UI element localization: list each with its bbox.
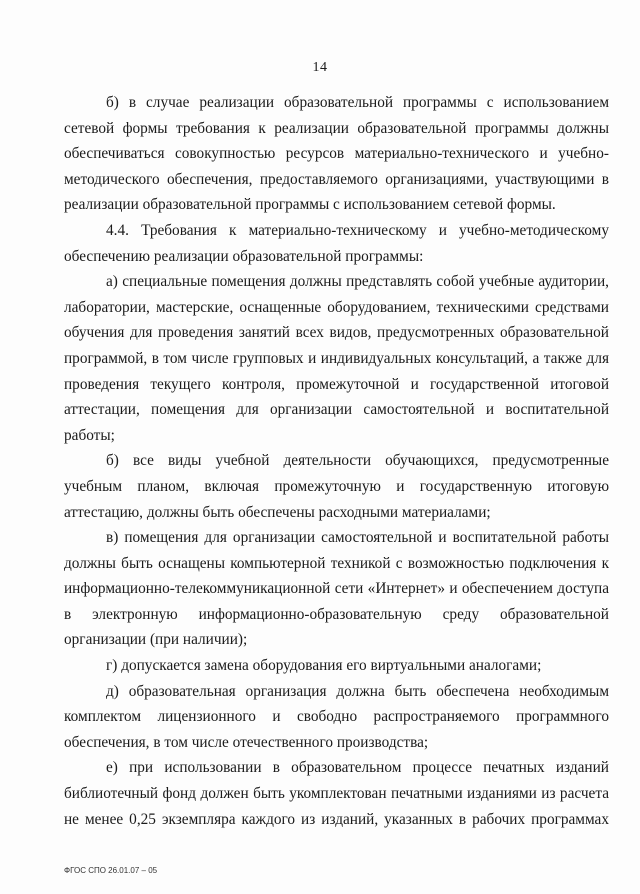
paragraph-b-consumables: б) все виды учебной деятельности обучающихся, предусмотренные учебным планом, включая промежуточную и государственную итоговую аттестацию, должны быть обеспечены расходными материалами; (64, 452, 609, 521)
paragraph-e-library-fund: е) при использовании в образовательном процессе печатных изданий библиотечный фонд должен быть укомплектован печатными изданиями из расчета не менее 0,25 экземпляра каждого из изданий, указанных в рабочих программах (64, 759, 609, 828)
paragraph-g-virtual-analogs: г) допускается замена оборудования его виртуальными аналогами; (106, 657, 542, 675)
footer-standard-code: ФГОС СПО 26.01.07 – 05 (64, 866, 158, 875)
page-number: 14 (312, 60, 328, 75)
paragraph-4-4-heading: 4.4. Требования к материально-техническому и учебно-методическому обеспечению реализации образовательной программы: (64, 221, 609, 265)
paragraph-b-network-form: б) в случае реализации образовательной программы с использованием сетевой формы требования к реализации образовательной программы должны обеспечиваться совокупностью ресурсов материально-технического и учебно-методического обеспечения, предоставляемого организациями, участвующими в реализации образовательной программы с использованием сетевой формы. (64, 94, 609, 214)
paragraph-v-computer-equipment: в) помещения для организации самостоятельной и воспитательной работы должны быть оснащены компьютерной техникой с возможностью подключения к информационно-телекоммуникационной сети «Интернет» и обеспечением доступа в электронную информационно-образовательную среду образовательной организации (при наличии); (64, 529, 609, 649)
document-body (64, 90, 609, 832)
paragraph-a-special-rooms: а) специальные помещения должны представлять собой учебные аудитории, лаборатории, мастерские, оснащенные оборудованием, техническими средствами обучения для проведения занятий всех видов, предусмотренных образовательной программой, в том числе групповых и индивидуальных консультаций, а также для проведения текущего контроля, промежуточной и государственной итоговой аттестации, помещения для организации самостоятельной и воспитательной работы; (64, 273, 609, 444)
paragraph-d-software: д) образовательная организация должна быть обеспечена необходимым комплектом лицензионного и свободно распространяемого программного обеспечения, в том числе отечественного производства; (64, 682, 609, 751)
